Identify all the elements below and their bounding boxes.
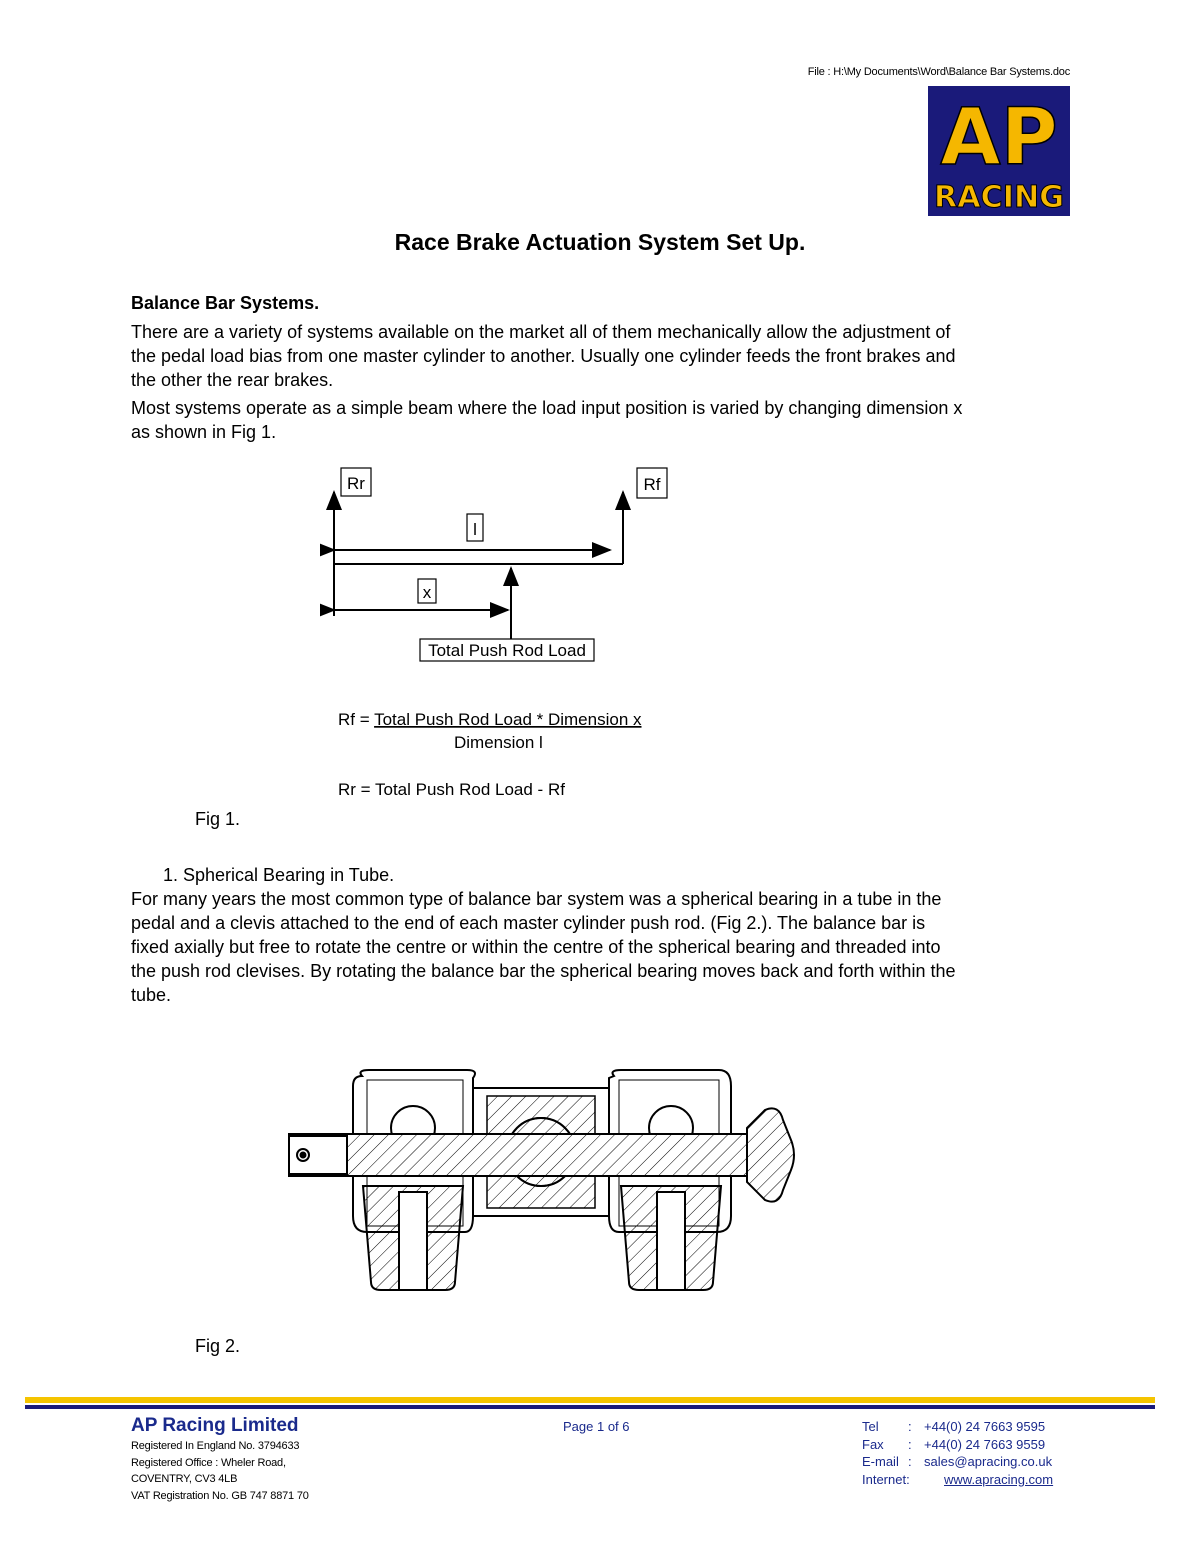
contact-tel: Tel : +44(0) 24 7663 9595 <box>862 1419 1046 1434</box>
footer-reg-line: Registered In England No. 3794633 <box>131 1440 300 1452</box>
logo-racing-text: RACING <box>934 180 1064 215</box>
paragraph-1 <box>131 320 1081 392</box>
paragraph-line: There are a variety of systems available on the market all of them mechanically allow the adjustment of <box>131 322 951 342</box>
contact-fax: Fax : +44(0) 24 7663 9559 <box>862 1436 1046 1452</box>
formula-rf-numerator: Total Push Rod Load * Dimension x <box>374 710 642 729</box>
page-title: Race Brake Actuation System Set Up. <box>394 229 806 255</box>
formula-rr: Rr = Total Push Rod Load - Rf <box>338 780 565 799</box>
contact-label: Internet: <box>862 1471 910 1487</box>
footer-contacts <box>862 1418 1053 1488</box>
footer-rule <box>25 1397 1155 1411</box>
footer-reg-line: COVENTRY, CV3 4LB <box>131 1473 238 1485</box>
rf-label: Rf <box>643 475 661 494</box>
paragraph-line: the push rod clevises. By rotating the balance bar the spherical bearing moves back and forth within the <box>131 961 956 981</box>
footer-reg-line: Registered Office : Wheler Road, <box>131 1456 286 1469</box>
logo-ap-text: AP <box>940 93 1058 183</box>
paragraph-2 <box>131 396 1081 444</box>
load-label: Total Push Rod Load <box>428 641 586 660</box>
paragraph-line: For many years the most common type of balance bar system was a spherical bearing in a tube in the <box>131 889 942 909</box>
formula-rf-denominator: Dimension l <box>454 733 543 752</box>
fig2-caption: Fig 2. <box>195 1336 241 1356</box>
adjuster-knob <box>747 1108 794 1201</box>
list-item: 1. Spherical Bearing in Tube. <box>163 865 395 885</box>
file-path: File : H:\My Documents\Word\Balance Bar Systems.doc <box>807 66 1070 78</box>
formula-rf-lhs: Rf = <box>338 710 375 729</box>
paragraph-line: the other the rear brakes. <box>131 370 334 390</box>
rr-label: Rr <box>347 474 365 493</box>
paragraph-line: fixed axially but free to rotate the centre or within the centre of the spherical bearing and threaded into <box>131 937 941 957</box>
footer-company-name: AP Racing Limited <box>131 1415 299 1436</box>
website-link[interactable]: www.apracing.com <box>944 1471 1054 1487</box>
paragraph-line: Most systems operate as a simple beam where the load input position is varied by changing dimension x <box>131 398 963 418</box>
paragraph-line: pedal and a clevis attached to the end of each master cylinder push rod. (Fig 2.). The balance bar is <box>131 913 926 933</box>
page-number: Page 1 of 6 <box>563 1419 630 1434</box>
footer-company-block <box>131 1414 309 1504</box>
contact-value: +44(0) 24 7663 9559 <box>924 1436 1046 1452</box>
l-label: l <box>473 520 477 539</box>
fig1-caption: Fig 1. <box>195 809 241 829</box>
paragraph-line: the pedal load bias from one master cylinder to another. Usually one cylinder feeds the front brakes and <box>131 346 956 366</box>
contact-label: E-mail <box>862 1454 899 1469</box>
section-heading: Balance Bar Systems. <box>131 293 320 313</box>
contact-internet <box>862 1471 1053 1489</box>
contact-label: Fax <box>862 1436 884 1452</box>
x-label: x <box>422 583 432 602</box>
contact-email: E-mail : sales@apracing.co.uk <box>862 1454 1053 1469</box>
fig2-balance-bar-drawing <box>287 1066 799 1298</box>
fig1-beam-diagram <box>320 462 700 802</box>
contact-label: Tel <box>862 1419 879 1434</box>
contact-value: +44(0) 24 7663 9595 <box>924 1419 1046 1434</box>
contact-value: sales@apracing.co.uk <box>924 1454 1053 1469</box>
paragraph-3 <box>131 887 1081 1007</box>
formula-rf <box>338 710 642 729</box>
ap-racing-logo <box>928 86 1070 216</box>
paragraph-line: as shown in Fig 1. <box>131 422 277 442</box>
footer-reg-line: VAT Registration No. GB 747 8871 70 <box>131 1489 309 1502</box>
paragraph-line: tube. <box>131 985 172 1005</box>
